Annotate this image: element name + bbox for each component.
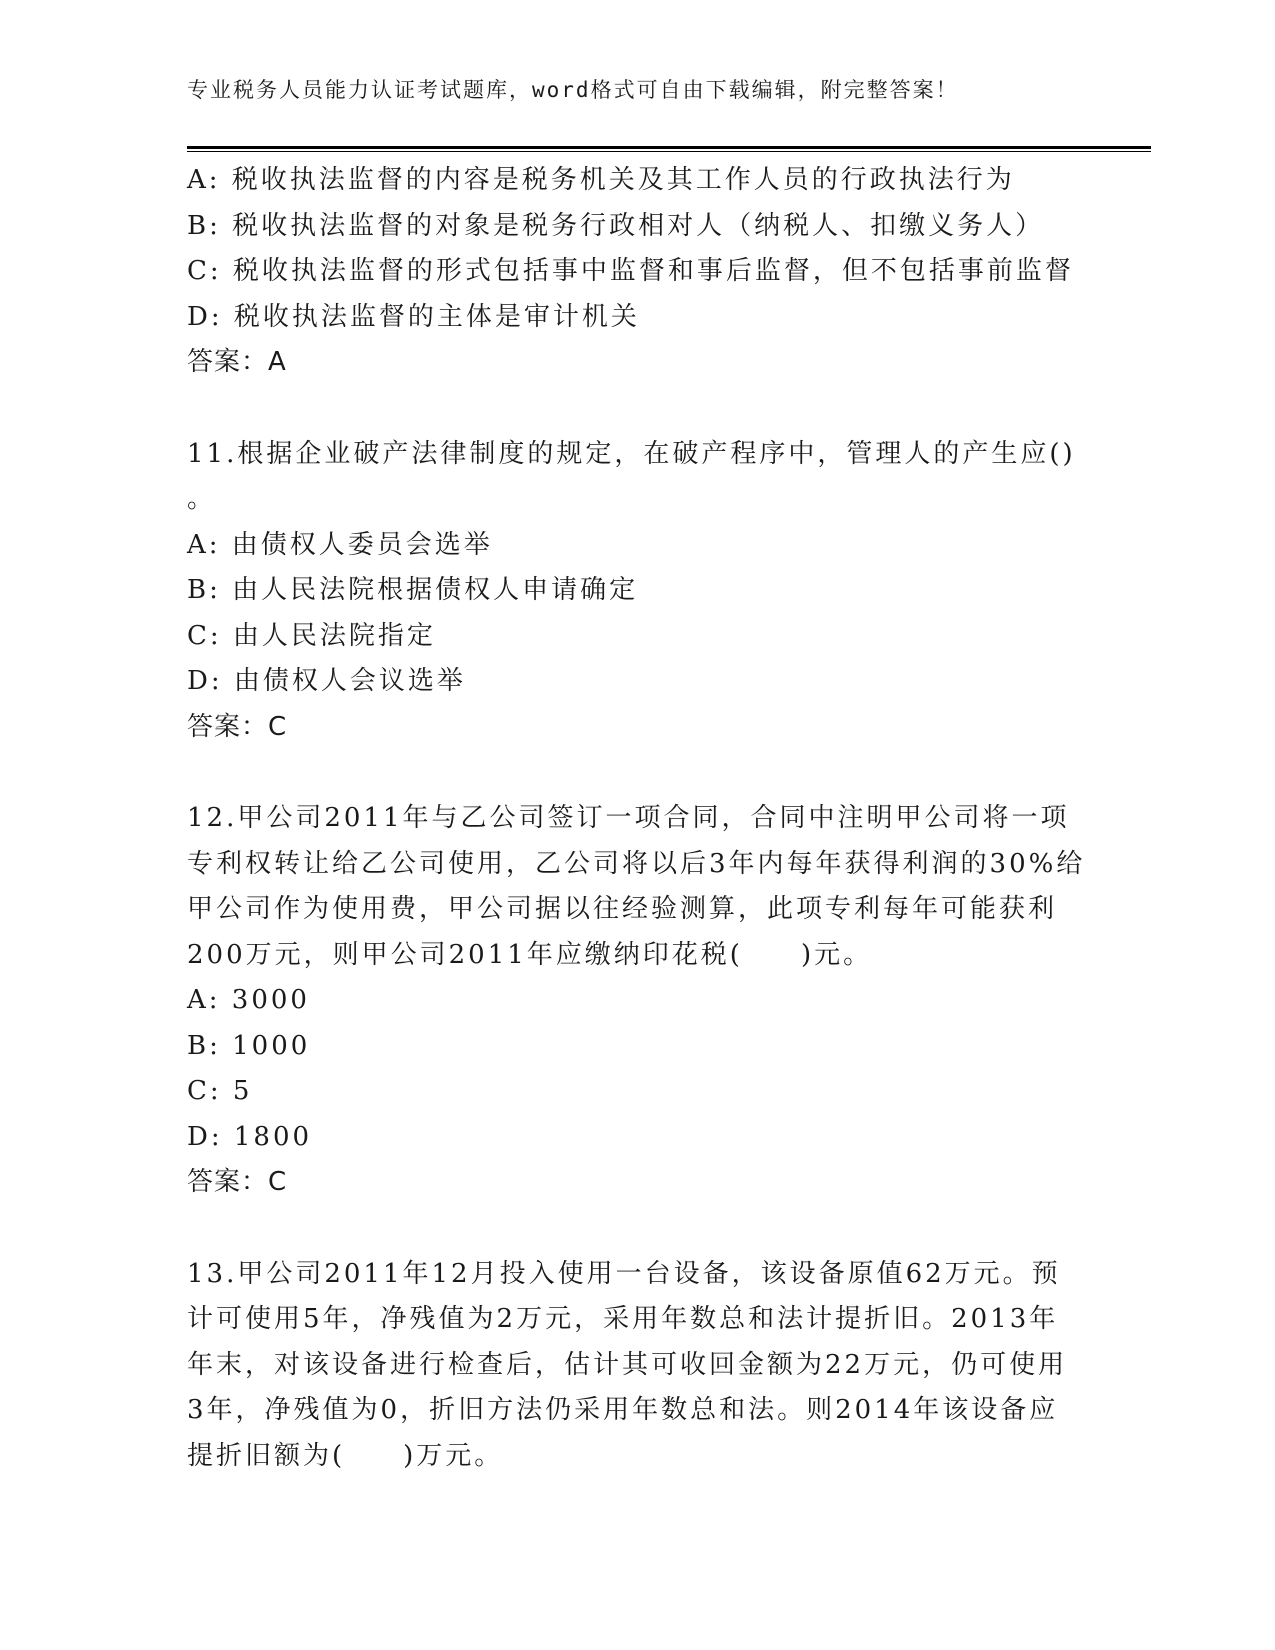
question-stem-line: 甲公司作为使用费，甲公司据以往经验测算，此项专利每年可能获利	[187, 894, 1058, 924]
question-stem-line: 3年，净残值为0，折旧方法仍采用年数总和法。则2014年该设备应	[187, 1395, 1059, 1425]
page-header: 专业税务人员能力认证考试题库，word格式可自由下载编辑，附完整答案！	[187, 78, 959, 102]
question-stem-line: 13.甲公司2011年12月投入使用一台设备，该设备原值62万元。预	[187, 1258, 1061, 1289]
option-a: A: 税收执法监督的内容是税务机关及其工作人员的行政执法行为	[187, 165, 1015, 195]
option-d: D: 由债权人会议选举	[187, 666, 466, 696]
header-rule-thick	[187, 146, 1151, 149]
option-c: C: 5	[187, 1076, 253, 1106]
option-a: A: 3000	[187, 985, 310, 1015]
header-rule-thin	[187, 151, 1151, 152]
question-12	[187, 796, 1087, 1206]
option-b: B: 税收执法监督的对象是税务行政相对人（纳税人、扣缴义务人）	[187, 210, 1045, 241]
question-stem-line: 专利权转让给乙公司使用，乙公司将以后3年内每年获得利润的30%给	[187, 848, 1086, 879]
answer: 答案：A	[187, 347, 287, 377]
question-11	[187, 432, 1087, 751]
option-d: D: 1800	[187, 1121, 313, 1152]
option-d: D: 税收执法监督的主体是审计机关	[187, 301, 640, 332]
question-stem-line: 计可使用5年，净残值为2万元，采用年数总和法计提折旧。2013年	[187, 1304, 1059, 1334]
question-stem-line: 提折旧额为( )万元。	[187, 1440, 504, 1471]
question-stem-line: 12.甲公司2011年与乙公司签订一项合同，合同中注明甲公司将一项	[187, 803, 1070, 833]
answer: 答案：C	[187, 1167, 288, 1197]
option-b: B: 1000	[187, 1030, 311, 1061]
question-stem-line: 11.根据企业破产法律制度的规定，在破产程序中，管理人的产生应()	[187, 438, 1076, 469]
question-13	[187, 1252, 1087, 1480]
question-10	[187, 158, 1087, 386]
question-stem-line: 。	[187, 484, 217, 514]
option-b: B: 由人民法院根据债权人申请确定	[187, 575, 639, 605]
option-c: C: 税收执法监督的形式包括事中监督和事后监督，但不包括事前监督	[187, 256, 1074, 286]
answer: 答案：C	[187, 711, 288, 742]
question-stem-line: 200万元，则甲公司2011年应缴纳印花税( )元。	[187, 939, 873, 970]
question-content	[187, 158, 1087, 1479]
question-stem-line: 年末，对该设备进行检查后，估计其可收回金额为22万元，仍可使用	[187, 1349, 1068, 1380]
option-c: C: 由人民法院指定	[187, 620, 436, 651]
option-a: A: 由债权人委员会选举	[187, 529, 493, 560]
